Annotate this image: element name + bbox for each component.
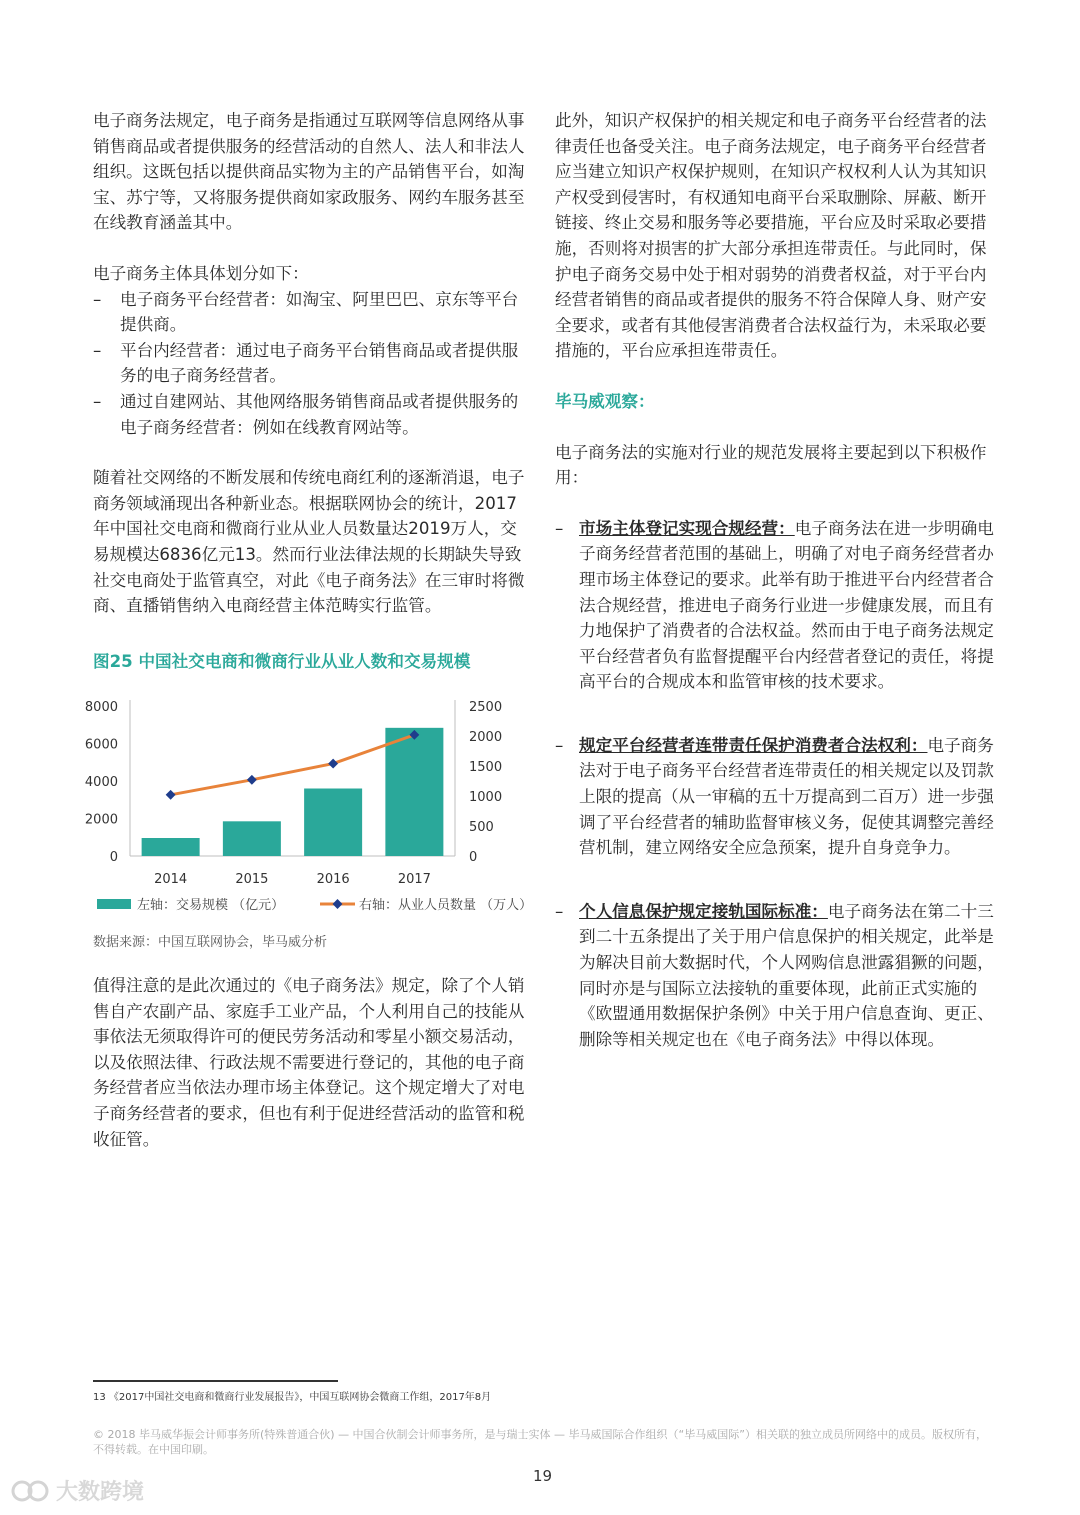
bar: [142, 838, 200, 856]
copyright-notice: © 2018 毕马威华振会计师事务所(特殊普通合伙) — 中国合伙制会计师事务所，是与瑞士实体 — 毕马威国际合作组织（“毕马威国际”）相关联的独立成员所网络中的成员。版权所有，不得转载。在中国印刷。: [93, 1428, 987, 1456]
footnote-divider: [93, 1380, 338, 1382]
registration-paragraph: 值得注意的是此次通过的《电子商务法》规定，除了个人销售自产农副产品、家庭手工业产品，个人利用自己的技能从事依法无须取得许可的便民劳务活动和零星小额交易活动，以及依照法律、行政法规不需要进行登记的，其他的电子商务经营者应当依法办理市场主体登记。这个规定增大了对电子商务经营者的要求，但也有利于促进经营活动的监管和税收征管。: [93, 976, 525, 1149]
line-point: [328, 759, 338, 769]
observation-title: 个人信息保护规定接轨国际标准：: [579, 901, 828, 921]
right-axis-tick-label: 1000: [469, 790, 503, 805]
x-axis-tick-label: 2014: [154, 872, 188, 887]
dash-bullet: –: [555, 518, 564, 538]
observation-item: [555, 899, 995, 1053]
legend-line-label: 右轴：从业人员数量 （万人）: [359, 898, 533, 913]
left-axis-tick-label: 0: [109, 850, 118, 865]
x-axis-tick-label: 2015: [235, 872, 269, 887]
observation-item: [555, 516, 995, 695]
left-axis-tick-label: 6000: [85, 737, 118, 753]
left-axis-tick-label: 8000: [85, 700, 118, 715]
right-axis-tick-label: 1500: [469, 760, 503, 775]
bar: [304, 789, 362, 857]
right-column: [555, 108, 995, 1052]
watermark: [10, 1475, 144, 1506]
footnote: 13 《2017中国社交电商和微商行业发展报告》，中国互联网协会微商工作组，2017年8月: [93, 1392, 492, 1403]
observation-intro: 电子商务法的实施对行业的规范发展将主要起到以下积极作用：: [555, 442, 987, 488]
figure-title: 图25 中国社交电商和微商行业从业人数和交易规模: [93, 652, 471, 671]
right-axis-tick-label: 2500: [469, 700, 503, 715]
list-item: – 平台内经营者：通过电子商务平台销售商品或者提供服务的电子商务经营者。: [93, 338, 533, 389]
dash-bullet: –: [555, 735, 564, 755]
right-axis-tick-label: 2000: [469, 730, 503, 745]
dash-bullet: –: [93, 289, 102, 309]
left-axis-tick-label: 2000: [85, 812, 118, 828]
legend-bar-swatch: [97, 899, 131, 909]
line-point: [247, 775, 257, 785]
page-number: 19: [533, 1467, 553, 1485]
dash-bullet: –: [93, 391, 102, 411]
x-axis-tick-label: 2016: [316, 872, 350, 887]
dash-bullet: –: [555, 901, 564, 921]
observation-title: 市场主体登记实现合规经营：: [579, 518, 795, 538]
right-axis-tick-label: 500: [469, 820, 494, 835]
right-axis-tick-label: 0: [469, 850, 478, 865]
left-column: [93, 108, 533, 619]
left-axis-tick-label: 4000: [85, 775, 118, 790]
bar: [385, 728, 443, 856]
social-commerce-paragraph: 随着社交网络的不断发展和传统电商红利的逐渐消退，电子商务领域涌现出各种新业态。根据联网协会的统计，2017年中国社交电商和微商行业从业人员数量达2019万人，交易规模达6836亿元13。然而行业法律法规的长期缺失导致社交电商处于监管真空，对此《电子商务法》在三审时将微商、直播销售纳入电商经营主体范畴实行监管。: [93, 468, 525, 616]
chart: [85, 688, 535, 924]
x-axis-tick-label: 2017: [397, 872, 431, 887]
legend-line-marker: [333, 899, 343, 909]
observation-item: [555, 733, 995, 861]
observation-text: 电子商务法在进一步明确电子商务经营者范围的基础上，明确了对电子商务经营者办理市场主体登记的要求。此举有助于推进平台内经营者合法合规经营，推进电子商务行业进一步健康发展，而且有力地保护了消费者的合法权益。然而由于电子商务法规定平台经营者负有监督提醒平台内经营者登记的责任，将提高平台的合规成本和监管审核的技术要求。: [579, 518, 994, 692]
watermark-text: 大数跨境: [56, 1480, 145, 1505]
data-source: 数据来源：中国互联网协会，毕马威分析: [93, 935, 328, 950]
list-item: – 电子商务平台经营者：如淘宝、阿里巴巴、京东等平台提供商。: [93, 287, 533, 338]
bar: [223, 821, 281, 856]
observation-title: 规定平台经营者连带责任保护消费者合法权利：: [579, 735, 928, 755]
ip-paragraph: 此外，知识产权保护的相关规定和电子商务平台经营者的法律责任也备受关注。电子商务法规定，电子商务平台经营者应当建立知识产权保护规则，在知识产权权利人认为其知识产权受到侵害时，有权通知电商平台采取删除、屏蔽、断开链接、终止交易和服务等必要措施，平台应及时采取必要措施，否则将对损害的扩大部分承担连带责任。与此同时，保护电子商务交易中处于相对弱势的消费者权益，对于平台内经营者销售的商品或者提供的服务不符合保障人身、财产安全要求，或者有其他侵害消费者合法权益行为，未采取必要措施的，平台应承担连带责任。: [555, 111, 987, 361]
legend-bar-label: 左轴：交易规模 （亿元）: [137, 898, 285, 913]
kpmg-observation-heading: 毕马威观察：: [555, 391, 655, 411]
observation-text: 电子商务法对于电子商务平台经营者连带责任的相关规定以及罚款上限的提高（从一审稿的五十万提高到二百万）进一步强调了平台经营者的辅助监督审核义务，促使其调整完善经营机制，建立网络安全应急预案，提升自身竞争力。: [579, 735, 994, 858]
subject-heading: 电子商务主体具体划分如下：: [93, 263, 309, 283]
watermark-logo-icon: [10, 1479, 50, 1503]
line-point: [166, 790, 176, 800]
list-item: – 通过自建网站、其他网络服务销售商品或者提供服务的电子商务经营者：例如在线教育网站等。: [93, 389, 533, 440]
intro-paragraph: 电子商务法规定，电子商务是指通过互联网等信息网络从事销售商品或者提供服务的经营活动的自然人、法人和非法人组织。这既包括以提供商品实物为主的产品销售平台，如淘宝、苏宁等，又将服务提供商如家政服务、网约车服务甚至在线教育涵盖其中。: [93, 111, 525, 233]
series-line: [171, 735, 415, 795]
dash-bullet: –: [93, 340, 102, 360]
observation-text: 电子商务法在第二十三到二十五条提出了关于用户信息保护的相关规定，此举是为解决目前大数据时代，个人网购信息泄露猖獗的问题，同时亦是与国际立法接轨的重要体现，此前正式实施的《欧盟通用数据保护条例》中关于用户信息查询、更正、删除等相关规定也在《电子商务法》中得以体现。: [579, 901, 994, 1049]
